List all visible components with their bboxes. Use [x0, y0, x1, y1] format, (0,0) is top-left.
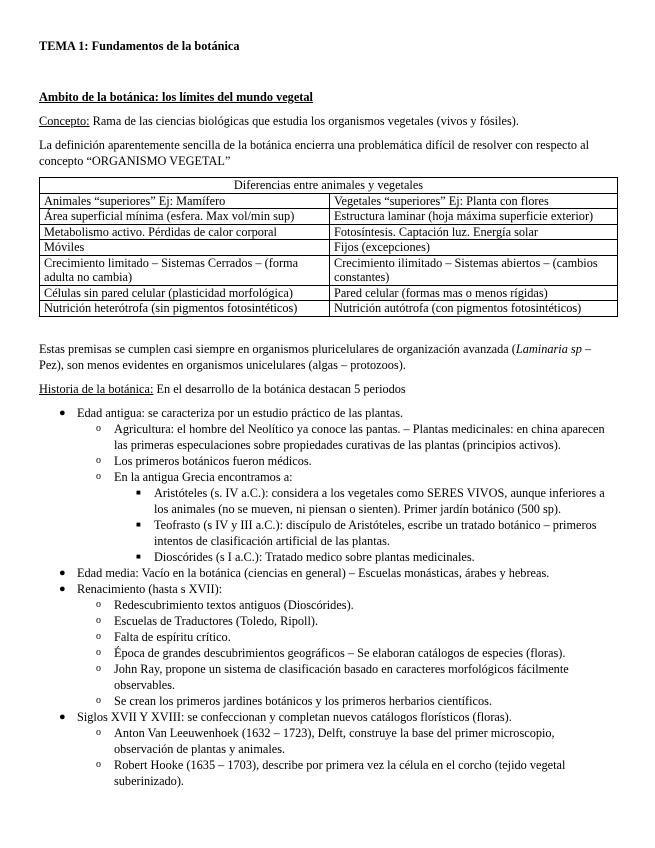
circle-bullet-icon: o: [96, 599, 101, 610]
list-item: o Redescubrimiento textos antiguos (Dioscórides).: [96, 598, 354, 612]
table-cell-animal: Área superficial mínima (esfera. Max vol/min sup): [40, 209, 330, 225]
concept-paragraph: [39, 113, 617, 129]
circle-bullet-icon: o: [96, 631, 101, 642]
list-item: o Se crean los primeros jardines botánicos y los primeros herbarios científicos.: [96, 694, 493, 708]
bullet-icon: ●: [59, 407, 66, 419]
list-item: ■ Dioscórides (s I a.C.): Tratado medico sobre plantas medicinales.: [136, 550, 475, 564]
bullet-icon: ●: [59, 567, 66, 579]
circle-bullet-icon: o: [96, 615, 101, 626]
circle-bullet-icon: o: [96, 423, 101, 434]
table-row: [40, 285, 618, 301]
bullet-icon: ●: [59, 583, 66, 595]
square-bullet-icon: ■: [136, 488, 141, 497]
table-row: [40, 255, 618, 285]
circle-bullet-icon: o: [96, 695, 101, 706]
history-paragraph: [39, 381, 617, 397]
differences-table-wrapper: [39, 177, 617, 317]
list-item: ● Renacimiento (hasta s XVII):: [59, 582, 223, 596]
circle-bullet-icon: o: [96, 663, 101, 674]
list-item: o Anton Van Leeuwenhoek (1632 – 1723), Delft, construye la base del primer microscopio, observación de plantas y animales.: [96, 726, 555, 756]
circle-bullet-icon: o: [96, 471, 101, 482]
list-item: ■ Teofrasto (s IV y III a.C.): discípulo de Aristóteles, escribe un tratado botánico – primeros intentos de clasificación artificial de las plantas.: [136, 518, 597, 548]
history-intro: En el desarrollo de la botánica destacan 5 periodos: [153, 382, 406, 396]
square-bullet-icon: ■: [136, 520, 141, 529]
list-item: ● Siglos XVII Y XVIII: se confeccionan y completan nuevos catálogos florísticos (floras).: [59, 710, 512, 724]
table-cell-plant: Pared celular (formas mas o menos rígidas): [330, 285, 618, 301]
list-item: o Escuelas de Traductores (Toledo, Ripoll).: [96, 614, 319, 628]
table-cell-animal: Animales “superiores” Ej: Mamífero: [40, 193, 330, 209]
table-cell-plant: Estructura laminar (hoja máxima superficie exterior): [330, 209, 618, 225]
table-row: [40, 301, 618, 317]
list-item: o Falta de espíritu crítico.: [96, 630, 231, 644]
table-caption: Diferencias entre animales y vegetales: [40, 178, 618, 194]
list-item: ■ Aristóteles (s. IV a.C.): considera a los vegetales como SERES VIVOS, aunque inferiores a los animales (no se mueven, ni piensan o sienten). Primer jardín botánico (500 sp).: [136, 486, 605, 516]
table-cell-plant: Vegetales “superiores” Ej: Planta con flores: [330, 193, 618, 209]
table-row: [40, 240, 618, 256]
table-cell-animal: Células sin pared celular (plasticidad morfológica): [40, 285, 330, 301]
table-cell-animal: Móviles: [40, 240, 330, 256]
table-cell-plant: Fotosíntesis. Captación luz. Energía solar: [330, 224, 618, 240]
table-cell-animal: Nutrición heterótrofa (sin pigmentos fotosintéticos): [40, 301, 330, 317]
premises-text-start: Estas premisas se cumplen casi siempre en organismos pluricelulares de organización avanzada (: [39, 342, 516, 356]
differences-table: [39, 177, 618, 317]
premises-paragraph: [39, 341, 617, 373]
definition-paragraph: La definición aparentemente sencilla de la botánica encierra una problemática difícil de resolver con respecto al concepto “ORGANISMO VEGETAL”: [39, 138, 590, 168]
list-item: o John Ray, propone un sistema de clasificación basado en caracteres morfológicos fácilmente observables.: [96, 662, 569, 692]
list-item: o Agricultura: el hombre del Neolítico ya conoce las pantas. – Plantas medicinales: en china aparecen las primeras especulaciones sobre propiedades curativas de las plantas (principios activos).: [96, 422, 605, 452]
page-title: TEMA 1: Fundamentos de la botánica: [39, 39, 240, 53]
circle-bullet-icon: o: [96, 647, 101, 658]
history-label: Historia de la botánica:: [39, 382, 154, 396]
list-item: o Robert Hooke (1635 – 1703), describe por primera vez la célula en el corcho (tejido vegetal suberinizado).: [96, 758, 566, 788]
table-caption-row: [40, 178, 618, 194]
table-cell-plant: Nutrición autótrofa (con pigmentos fotosintéticos): [330, 301, 618, 317]
concept-label: Concepto:: [39, 114, 90, 128]
circle-bullet-icon: o: [96, 727, 101, 738]
circle-bullet-icon: o: [96, 759, 101, 770]
bullet-icon: ●: [59, 711, 66, 723]
premises-species: Laminaria sp: [515, 342, 582, 356]
table-cell-animal: Metabolismo activo. Pérdidas de calor corporal: [40, 224, 330, 240]
table-cell-plant: Fijos (excepciones): [330, 240, 618, 256]
concept-text: Rama de las ciencias biológicas que estudia los organismos vegetales (vivos y fósiles).: [89, 114, 519, 128]
list-item: o En la antigua Grecia encontramos a:: [96, 470, 293, 484]
circle-bullet-icon: o: [96, 455, 101, 466]
table-cell-plant: Crecimiento ilimitado – Sistemas abiertos – (cambios constantes): [330, 255, 618, 285]
history-list: [39, 405, 617, 789]
section-heading: Ambito de la botánica: los límites del mundo vegetal: [39, 90, 313, 104]
table-row: [40, 193, 618, 209]
list-item: ● Edad antigua: se caracteriza por un estudio práctico de las plantas.: [59, 406, 404, 420]
list-item: o Época de grandes descubrimientos geográficos – Se elaboran catálogos de especies (floras).: [96, 646, 566, 660]
square-bullet-icon: ■: [136, 552, 141, 561]
table-cell-animal: Crecimiento limitado – Sistemas Cerrados – (forma adulta no cambia): [40, 255, 330, 285]
table-row: [40, 209, 618, 225]
premises-text-end: – Pez), son menos evidentes en organismos unicelulares (algas – protozoos).: [39, 342, 592, 372]
list-item: ● Edad media: Vacío en la botánica (ciencias en general) – Escuelas monásticas, árabes y hebreas.: [59, 566, 550, 580]
list-item: o Los primeros botánicos fueron médicos.: [96, 454, 312, 468]
table-row: [40, 224, 618, 240]
